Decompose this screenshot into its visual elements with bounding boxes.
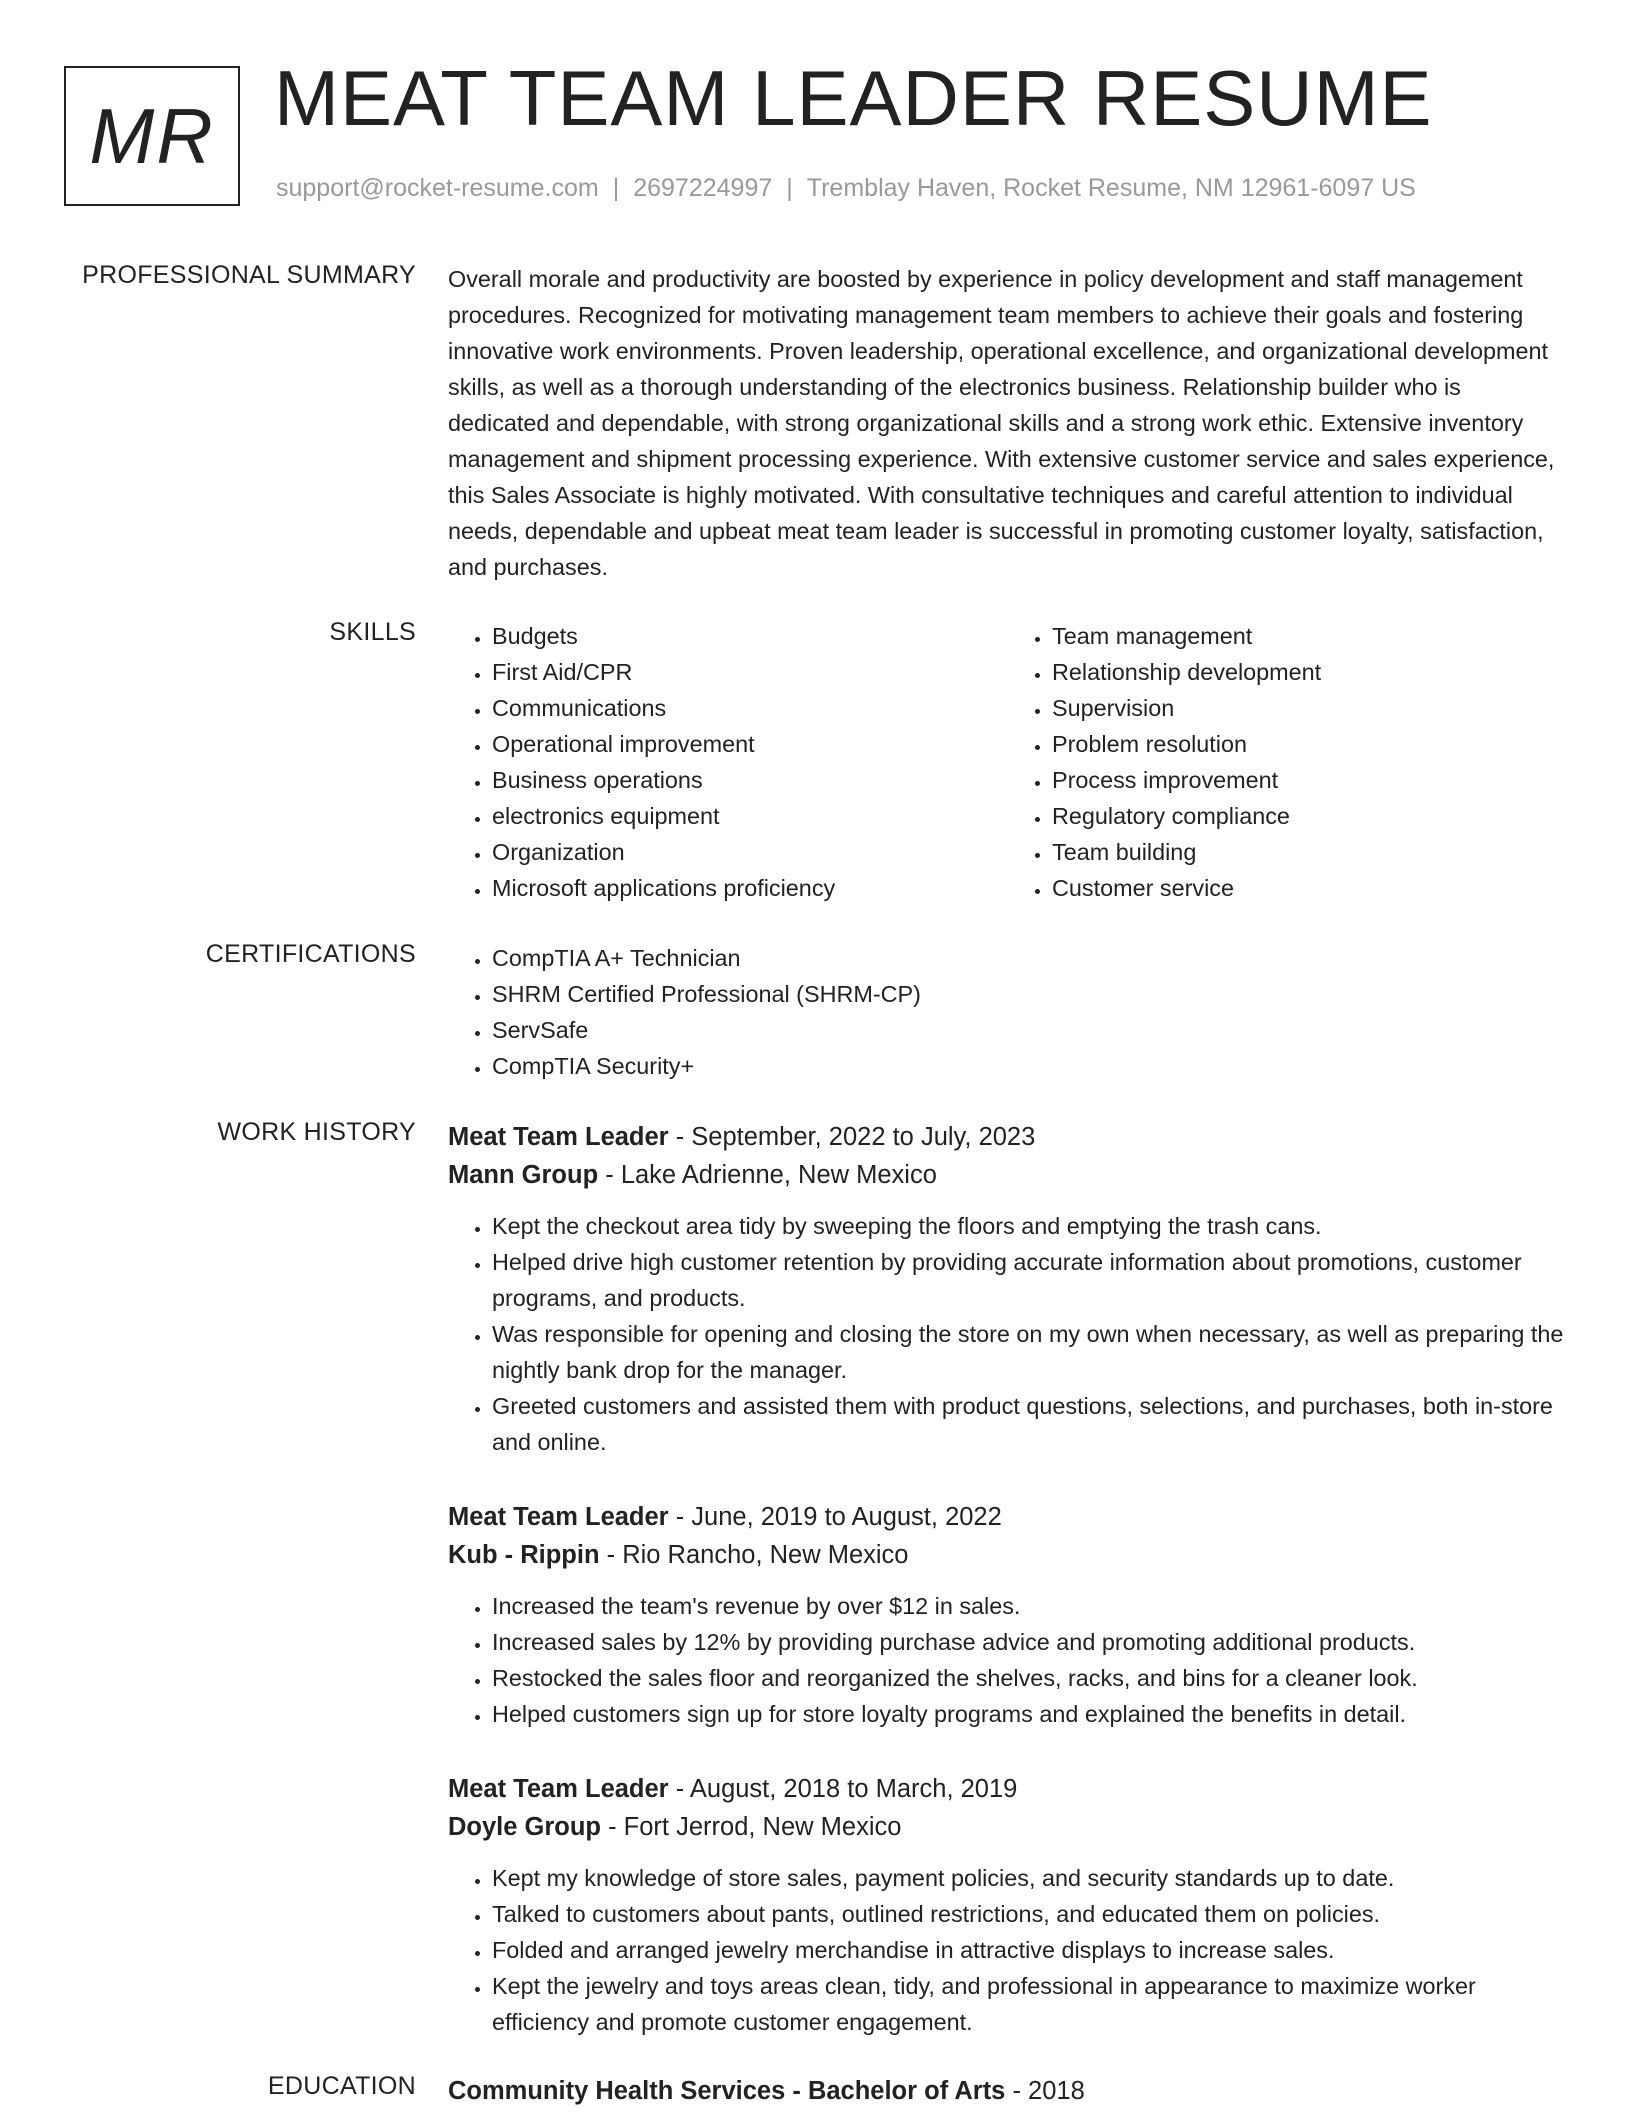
job-title: Meat Team Leader — [448, 1503, 669, 1531]
summary-text: Overall morale and productivity are boosted by experience in policy development and staff management procedures. Recognized for motivating management team members to achieve their goals and fostering innovative work environments. Proven leadership, operational excellence, and organizational development skills, as well as a thorough understanding of the electronics business. Relationship builder who is dedicated and dependable, with strong organizational skills and a strong work ethic. Extensive inventory management and shipment processing experience. With extensive customer service and sales experience, this Sales Associate is highly motivated. With consultative techniques and careful attention to individual needs, dependable and upbeat meat team leader is successful in promoting customer loyalty, satisfaction, and purchases. — [448, 266, 1555, 580]
education-year: - 2018 — [1005, 2077, 1085, 2105]
skill-item: • Regulatory compliance — [1052, 798, 1568, 834]
job-bullets — [448, 1588, 1568, 1732]
job-dates: - June, 2019 to August, 2022 — [668, 1503, 1002, 1531]
monogram-logo: MR — [64, 66, 240, 206]
certification-item: • SHRM Certified Professional (SHRM-CP) — [492, 976, 1568, 1012]
certifications-heading: CERTIFICATIONS — [205, 940, 416, 968]
skill-item: • Budgets — [492, 618, 1008, 654]
job-bullet: • Folded and arranged jewelry merchandise in attractive displays to increase sales. — [492, 1932, 1568, 1968]
skill-item: • Customer service — [1052, 870, 1568, 906]
education-school-degree: Community Health Services - Bachelor of Arts — [448, 2077, 1006, 2105]
job-bullet: • Increased sales by 12% by providing purchase advice and promoting additional products. — [492, 1624, 1568, 1660]
job-bullet: • Was responsible for opening and closing the store on my own when necessary, as well as preparing the nightly bank drop for the manager. — [492, 1316, 1568, 1388]
certification-item: • ServSafe — [492, 1012, 1568, 1048]
skill-item: • Business operations — [492, 762, 1008, 798]
job-bullet: • Greeted customers and assisted them with product questions, selections, and purchases, both in-store and online. — [492, 1388, 1568, 1460]
skills-list-right — [1008, 618, 1568, 906]
skill-item: • Operational improvement — [492, 726, 1008, 762]
job-title-line — [448, 1118, 1568, 1156]
certification-item: • CompTIA A+ Technician — [492, 940, 1568, 976]
job-bullet: • Helped customers sign up for store loyalty programs and explained the benefits in detail. — [492, 1696, 1568, 1732]
contact-phone: 2697224997 — [633, 174, 773, 202]
contact-address: Tremblay Haven, Rocket Resume, NM 12961-6097 US — [806, 174, 1416, 202]
job-bullet: • Kept my knowledge of store sales, payment policies, and security standards up to date. — [492, 1860, 1568, 1896]
skill-item: • Team building — [1052, 834, 1568, 870]
job-dates: - August, 2018 to March, 2019 — [668, 1775, 1018, 1803]
job-location: - Fort Jerrod, New Mexico — [601, 1813, 902, 1841]
work-history-heading: WORK HISTORY — [217, 1118, 416, 1146]
skills-list-left — [448, 618, 1008, 906]
job-title: Meat Team Leader — [448, 1123, 669, 1151]
contact-line — [276, 174, 1416, 203]
contact-separator: | — [612, 174, 620, 202]
job-bullet: • Kept the checkout area tidy by sweeping the floors and emptying the trash cans. — [492, 1208, 1568, 1244]
job-entry — [448, 1770, 1568, 2040]
job-bullet: • Helped drive high customer retention by providing accurate information about promotions, customer programs, and products. — [492, 1244, 1568, 1316]
job-entry — [448, 1498, 1568, 1732]
job-bullet: • Increased the team's revenue by over $12 in sales. — [492, 1588, 1568, 1624]
certification-item: • CompTIA Security+ — [492, 1048, 1568, 1084]
job-location: - Rio Rancho, New Mexico — [599, 1541, 909, 1569]
job-dates: - September, 2022 to July, 2023 — [668, 1123, 1036, 1151]
job-bullet: • Restocked the sales floor and reorganized the shelves, racks, and bins for a cleaner look. — [492, 1660, 1568, 1696]
skill-item: • Problem resolution — [1052, 726, 1568, 762]
skill-item: • Process improvement — [1052, 762, 1568, 798]
page-title: MEAT TEAM LEADER RESUME — [274, 54, 1433, 142]
job-company: Doyle Group — [448, 1813, 602, 1841]
job-bullet: • Talked to customers about pants, outlined restrictions, and educated them on policies. — [492, 1896, 1568, 1932]
job-bullet: • Kept the jewelry and toys areas clean, tidy, and professional in appearance to maximize worker efficiency and promote customer engagement. — [492, 1968, 1568, 2040]
job-bullets — [448, 1860, 1568, 2040]
summary-heading: PROFESSIONAL SUMMARY — [82, 261, 416, 289]
education-entry — [448, 2072, 1568, 2110]
contact-separator: | — [786, 174, 793, 202]
certifications-list — [448, 940, 1568, 1084]
skills-heading: SKILLS — [329, 618, 416, 646]
job-company: Kub - Rippin — [448, 1541, 600, 1569]
job-title: Meat Team Leader — [448, 1775, 669, 1803]
skill-item: • Microsoft applications proficiency — [492, 870, 1008, 906]
job-location: - Lake Adrienne, New Mexico — [598, 1161, 937, 1189]
contact-email: support@rocket-resume.com — [276, 174, 599, 202]
job-title-line — [448, 1770, 1568, 1808]
skill-item: • Communications — [492, 690, 1008, 726]
skill-item: • Relationship development — [1052, 654, 1568, 690]
skill-item: • Organization — [492, 834, 1008, 870]
job-title-line — [448, 1498, 1568, 1536]
skill-item: • Team management — [1052, 618, 1568, 654]
skill-item: • Supervision — [1052, 690, 1568, 726]
job-company-line — [448, 1156, 1568, 1194]
job-company: Mann Group — [448, 1161, 599, 1189]
job-entry — [448, 1118, 1568, 1460]
job-company-line — [448, 1808, 1568, 1846]
job-company-line — [448, 1536, 1568, 1574]
skill-item: • First Aid/CPR — [492, 654, 1008, 690]
skill-item: • electronics equipment — [492, 798, 1008, 834]
job-bullets — [448, 1208, 1568, 1460]
education-heading: EDUCATION — [267, 2072, 416, 2100]
